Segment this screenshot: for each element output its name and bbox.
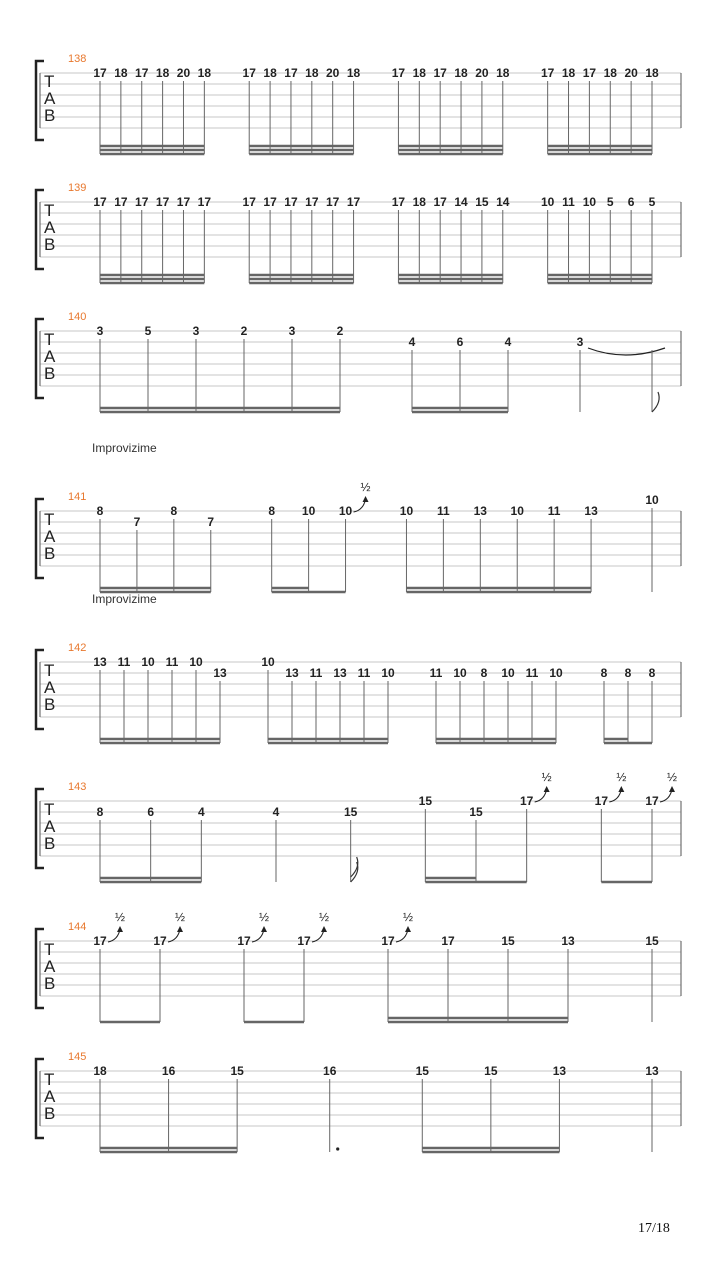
fret-number: 10 — [338, 504, 353, 518]
measure-number: 140 — [68, 311, 87, 323]
fret-number: 2 — [240, 324, 248, 338]
fret-number: 20 — [475, 66, 489, 80]
bend-amount: ½ — [616, 770, 627, 784]
fret-number: 18 — [412, 195, 426, 209]
tab-clef-t: T — [44, 330, 55, 349]
fret-number: 11 — [437, 504, 450, 518]
fret-number: 11 — [309, 666, 323, 680]
fret-number: 17 — [433, 195, 447, 209]
fret-number: 10 — [261, 655, 275, 669]
fret-number: 13 — [552, 1064, 567, 1078]
fret-number: 17 — [297, 934, 311, 948]
bend-amount: ½ — [360, 480, 371, 494]
tie-curve — [588, 348, 665, 355]
measure-number: 143 — [68, 781, 87, 793]
fret-number: 15 — [415, 1064, 429, 1078]
fret-number: 10 — [381, 666, 395, 680]
bend-amount: ½ — [541, 770, 552, 784]
tab-clef-b: B — [44, 106, 56, 125]
fret-number: 16 — [323, 1064, 337, 1078]
fret-number: 4 — [408, 335, 416, 349]
fret-number: 5 — [606, 195, 614, 209]
fret-number: 17 — [93, 934, 107, 948]
fret-number: 8 — [170, 504, 178, 518]
tab-clef-a: A — [44, 1087, 56, 1106]
tab-clef-a: A — [44, 218, 56, 237]
tab-clef-b: B — [44, 235, 56, 254]
tab-clef-b: B — [44, 1104, 56, 1123]
fret-number: 8 — [480, 666, 488, 680]
fret-number: 17 — [242, 66, 256, 80]
fret-number: 4 — [197, 805, 205, 819]
tab-clef-t: T — [44, 661, 55, 680]
fret-number: 18 — [263, 66, 277, 80]
fret-number: 11 — [117, 655, 131, 669]
fret-number: 13 — [285, 666, 299, 680]
fret-number: 11 — [429, 666, 443, 680]
fret-number: 17 — [155, 195, 170, 209]
tab-clef-t: T — [44, 940, 55, 959]
tab-clef-a: A — [44, 957, 56, 976]
fret-number: 13 — [561, 934, 575, 948]
fret-number: 17 — [237, 934, 251, 948]
fret-number: 8 — [600, 666, 608, 680]
fret-number: 17 — [93, 195, 107, 209]
fret-number: 10 — [510, 504, 524, 518]
fret-number: 13 — [333, 666, 347, 680]
fret-number: 3 — [192, 324, 200, 338]
fret-number: 18 — [346, 66, 361, 80]
fret-number: 17 — [391, 66, 406, 80]
fret-number: 10 — [453, 666, 467, 680]
fret-number: 10 — [399, 504, 414, 518]
fret-number: 20 — [326, 66, 340, 80]
tab-clef-t: T — [44, 510, 55, 529]
tab-clef-t: T — [44, 800, 55, 819]
tab-clef-t: T — [44, 201, 55, 220]
fret-number: 13 — [584, 504, 598, 518]
bend-amount: ½ — [402, 910, 414, 924]
fret-number: 18 — [561, 66, 576, 80]
fret-number: 8 — [96, 504, 104, 518]
fret-number: 17 — [305, 195, 319, 209]
fret-number: 17 — [284, 195, 298, 209]
fret-number: 15 — [501, 934, 515, 948]
fret-number: 10 — [301, 504, 316, 518]
fret-number: 17 — [391, 195, 406, 209]
fret-number: 18 — [496, 66, 510, 80]
fret-number: 10 — [549, 666, 563, 680]
fret-number: 6 — [147, 805, 155, 819]
bend-arrowhead — [669, 786, 675, 792]
tab-clef-a: A — [44, 347, 56, 366]
fret-number: 17 — [242, 195, 256, 209]
fret-number: 10 — [141, 655, 155, 669]
fret-number: 18 — [155, 66, 170, 80]
note-flag — [652, 392, 659, 412]
fret-number: 17 — [176, 195, 191, 209]
bend-amount: ½ — [114, 910, 126, 924]
fret-number: 13 — [93, 655, 107, 669]
fret-number: 10 — [501, 666, 515, 680]
fret-number: 15 — [343, 805, 358, 819]
fret-number: 17 — [135, 195, 149, 209]
fret-number: 17 — [433, 66, 447, 80]
rhythm-dot — [336, 1147, 339, 1150]
fret-number: 15 — [645, 934, 659, 948]
measure-number: 141 — [68, 491, 87, 503]
fret-number: 10 — [645, 493, 659, 507]
fret-number: 17 — [381, 934, 395, 948]
fret-number: 5 — [144, 324, 152, 338]
bend-arrowhead — [261, 926, 267, 932]
fret-number: 3 — [576, 335, 584, 349]
measure-number: 138 — [68, 53, 87, 65]
fret-number: 16 — [161, 1064, 176, 1078]
bend-arrowhead — [544, 786, 550, 792]
fret-number: 4 — [272, 805, 280, 819]
fret-number: 18 — [603, 66, 617, 80]
fret-number: 5 — [648, 195, 656, 209]
fret-number: 20 — [624, 66, 638, 80]
fret-number: 6 — [456, 335, 464, 349]
bend-arrowhead — [405, 926, 411, 932]
fret-number: 17 — [594, 794, 609, 808]
tab-clef-b: B — [44, 834, 56, 853]
improvise-annotation: Improvizime — [92, 441, 157, 455]
fret-number: 11 — [562, 195, 575, 209]
fret-number: 18 — [645, 66, 659, 80]
fret-number: 18 — [454, 66, 468, 80]
fret-number: 14 — [496, 195, 510, 209]
fret-number: 15 — [484, 1064, 498, 1078]
fret-number: 15 — [418, 794, 433, 808]
tab-clef-a: A — [44, 817, 56, 836]
fret-number: 8 — [96, 805, 104, 819]
fret-number: 10 — [540, 195, 555, 209]
measure-number: 139 — [68, 182, 87, 194]
fret-number: 15 — [469, 805, 483, 819]
fret-number: 17 — [93, 66, 107, 80]
improvise-annotation: Improvizime — [92, 592, 157, 606]
bend-amount: ½ — [318, 910, 330, 924]
fret-number: 18 — [412, 66, 426, 80]
bend-amount: ½ — [258, 910, 270, 924]
tab-clef-a: A — [44, 89, 56, 108]
tab-clef-t: T — [44, 72, 55, 91]
fret-number: 7 — [207, 515, 215, 529]
fret-number: 11 — [525, 666, 539, 680]
fret-number: 8 — [624, 666, 632, 680]
tab-clef-b: B — [44, 695, 56, 714]
fret-number: 18 — [93, 1064, 107, 1078]
fret-number: 10 — [582, 195, 597, 209]
fret-number: 17 — [284, 66, 298, 80]
tab-clef-b: B — [44, 974, 56, 993]
fret-number: 20 — [176, 66, 191, 80]
fret-number: 17 — [346, 195, 361, 209]
bend-arrowhead — [321, 926, 327, 932]
fret-number: 17 — [135, 66, 149, 80]
fret-number: 13 — [213, 666, 227, 680]
bend-arrowhead — [618, 786, 624, 792]
fret-number: 7 — [133, 515, 141, 529]
fret-number: 11 — [357, 666, 371, 680]
fret-number: 17 — [645, 794, 659, 808]
measure-number: 142 — [68, 642, 87, 654]
fret-number: 6 — [627, 195, 635, 209]
fret-number: 11 — [165, 655, 179, 669]
tab-clef-b: B — [44, 364, 56, 383]
fret-number: 2 — [336, 324, 344, 338]
fret-number: 18 — [114, 66, 128, 80]
fret-number: 11 — [547, 504, 561, 518]
fret-number: 14 — [454, 195, 468, 209]
fret-number: 17 — [114, 195, 128, 209]
fret-number: 13 — [645, 1064, 659, 1078]
fret-number: 15 — [475, 195, 489, 209]
fret-number: 18 — [197, 66, 212, 80]
fret-number: 17 — [582, 66, 597, 80]
fret-number: 13 — [473, 504, 487, 518]
fret-number: 3 — [288, 324, 296, 338]
bend-arrowhead — [117, 926, 123, 932]
fret-number: 17 — [197, 195, 212, 209]
bend-amount: ½ — [666, 770, 678, 784]
bend-amount: ½ — [174, 910, 186, 924]
fret-number: 3 — [96, 324, 104, 338]
tab-clef-t: T — [44, 1070, 55, 1089]
fret-number: 10 — [189, 655, 203, 669]
bend-arrowhead — [363, 496, 369, 502]
fret-number: 17 — [326, 195, 340, 209]
fret-number: 17 — [441, 934, 455, 948]
fret-number: 17 — [540, 66, 555, 80]
bend-arrowhead — [177, 926, 183, 932]
measure-number: 145 — [68, 1051, 87, 1063]
tab-clef-b: B — [44, 544, 56, 563]
fret-number: 17 — [263, 195, 277, 209]
fret-number: 15 — [230, 1064, 244, 1078]
fret-number: 17 — [519, 794, 534, 808]
fret-number: 17 — [153, 934, 167, 948]
fret-number: 4 — [504, 335, 512, 349]
fret-number: 8 — [268, 504, 276, 518]
tab-clef-a: A — [44, 527, 56, 546]
tab-clef-a: A — [44, 678, 56, 697]
fret-number: 8 — [648, 666, 656, 680]
measure-number: 144 — [68, 921, 87, 933]
fret-number: 18 — [305, 66, 319, 80]
page-number: 17/18 — [638, 1221, 670, 1236]
